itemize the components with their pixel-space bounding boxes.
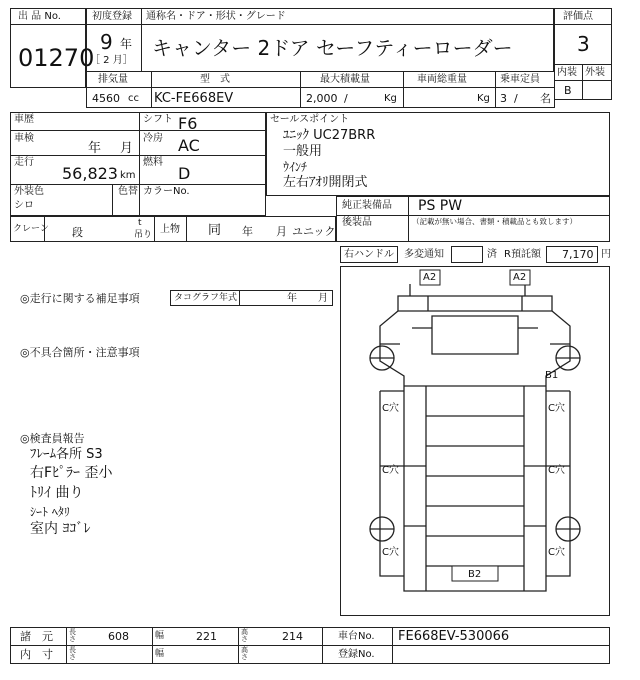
width-value: 221 [196, 630, 217, 643]
mileage-confirm-label: 済 [487, 249, 497, 260]
inspection-label: 車検 [14, 133, 34, 144]
inspection-year-unit: 年 [88, 141, 102, 156]
slash-1: / [344, 92, 348, 105]
damage-mark: C穴 [548, 465, 565, 476]
displacement-label: 排気量 [98, 74, 128, 85]
dims-row [10, 627, 610, 646]
aftermarket-note: （記載が無い場合、書類・積載品とも致します） [412, 217, 577, 226]
lot-label: 出 品 No. [18, 11, 61, 22]
score-value: 3 [577, 32, 590, 56]
genuine-equip-label: 純正装備品 [342, 200, 392, 211]
reg-month: ［ 2 月］ [90, 55, 133, 66]
damage-mark: A2 [513, 272, 527, 283]
col-divider [154, 216, 155, 242]
max-load-value: 2,000 [306, 92, 338, 105]
row-divider [10, 130, 266, 131]
lift-label: 上物 [160, 224, 180, 235]
sales-point-line: 一般用 [283, 144, 323, 159]
lift-value: 同 [208, 223, 222, 238]
sales-point-line: ﾕﾆｯｸ UC27BRR [283, 128, 376, 143]
shift-label: シフト [143, 114, 173, 125]
fuel-value: D [178, 164, 191, 183]
model-code-value: KC-FE668EV [154, 91, 234, 106]
col-divider [392, 627, 393, 664]
interior-label: 内装 [557, 67, 577, 78]
inspector-line: 室内 ﾖｺﾞﾚ [30, 521, 91, 537]
col-divider [66, 627, 67, 664]
displacement-unit: cc [128, 93, 139, 104]
multi-notice-label: 多変通知 [404, 249, 444, 260]
slash-2: / [514, 92, 518, 105]
damage-mark: C穴 [548, 403, 565, 414]
truck-diagram [340, 266, 610, 616]
in-length-label: 長さ [69, 646, 76, 661]
history-label: 車歴 [14, 114, 34, 125]
first-reg-label: 初度登録 [92, 11, 132, 22]
tachograph-year-unit: 年 [287, 293, 297, 304]
damage-mark: C穴 [382, 465, 399, 476]
lift-maker: ユニック [292, 225, 336, 238]
row-divider [10, 155, 266, 156]
model-label: 通称名・ドア・形状・グレード [146, 11, 286, 22]
sales-point-line: ｳｲﾝﾁ [283, 160, 308, 174]
col-divider [186, 216, 187, 242]
crane-label: クレーン [13, 224, 49, 234]
dims-label: 諸 元 [20, 630, 53, 643]
capacity-unit: 名 [540, 92, 551, 105]
genuine-equip-value: PS PW [418, 198, 463, 214]
length-label: 長さ [69, 628, 76, 643]
row-divider [10, 184, 266, 185]
sales-point-line: 左右ｱｵﾘ開閉式 [283, 175, 368, 190]
inspection-month-unit: 月 [120, 141, 134, 156]
gross-unit: Kg [477, 93, 490, 104]
model-code-label: 型 式 [200, 74, 230, 85]
gross-weight-label: 車両総重量 [417, 74, 467, 85]
length-value: 608 [108, 630, 129, 643]
capacity-label: 乗車定員 [500, 74, 540, 85]
ac-label: 冷房 [143, 133, 163, 144]
tachograph-month-unit: 月 [318, 293, 328, 304]
col-divider [139, 112, 140, 216]
damage-mark: B1 [545, 370, 559, 381]
in-height-label: 高さ [241, 646, 248, 661]
col-divider [238, 627, 239, 664]
width-label: 幅 [155, 631, 165, 641]
height-label: 高さ [241, 628, 248, 643]
reg-year: 9 [100, 30, 113, 54]
lift-year-unit: 年 [242, 225, 253, 238]
crane-stage-unit: 段 [72, 226, 83, 239]
interior-dims-row [10, 645, 610, 664]
r-deposit-value: 7,170 [562, 248, 594, 261]
inspector-line: ﾄﾘｲ 曲り [30, 485, 84, 501]
ext-color-value: シロ [14, 200, 34, 211]
mileage-value: 56,823 [62, 164, 118, 183]
details-block [10, 112, 266, 216]
reg-no-label: 登録No. [338, 649, 375, 660]
multi-notice-box [451, 246, 483, 263]
exterior-label: 外装 [585, 67, 605, 78]
chassis-label: 車台No. [338, 631, 375, 642]
damage-mark: C穴 [382, 403, 399, 414]
r-deposit-label: R預託額 [504, 249, 541, 260]
mileage-unit: km [120, 170, 136, 181]
damage-mark: C穴 [548, 547, 565, 558]
col-divider [152, 627, 153, 664]
inspector-line: ﾌﾚｰﾑ各所 S3 [30, 447, 103, 462]
lift-month-unit: 月 [276, 225, 287, 238]
score-label: 評価点 [563, 11, 593, 22]
aftermarket-label: 後装品 [342, 217, 372, 228]
color-no-label: カラーNo. [143, 186, 190, 197]
col-divider [112, 184, 113, 216]
r-deposit-unit: 円 [601, 249, 611, 260]
right-hand-label: 右ハンドル [344, 249, 394, 260]
damage-mark: B2 [468, 569, 482, 580]
interior-value: B [564, 84, 572, 97]
damage-mark: C穴 [382, 547, 399, 558]
lot-number: 01270 [18, 44, 95, 72]
in-width-label: 幅 [155, 649, 165, 659]
capacity-value: 3 [500, 92, 507, 105]
inspector-line: ｼｰﾄ ﾍﾀﾘ [30, 505, 70, 519]
crane-hang-unit: 吊り [134, 230, 153, 240]
col-divider [322, 627, 323, 664]
max-load-unit: Kg [384, 93, 397, 104]
inspector-line: 右Fﾋﾟﾗｰ 歪小 [30, 465, 113, 481]
defects-label: ◎不具合箇所・注意事項 [20, 346, 140, 359]
reg-year-unit: 年 [120, 37, 133, 51]
ac-value: AC [178, 136, 200, 155]
fuel-label: 燃料 [143, 157, 163, 168]
displacement-value: 4560 [92, 92, 120, 105]
max-load-label: 最大積載量 [320, 74, 370, 85]
car-name: キャンター 2ドア セーフティーローダー [152, 36, 513, 60]
ext-color-label: 外装色 [14, 186, 44, 197]
inspector-report-label: ◎検査員報告 [20, 432, 85, 445]
shift-value: F6 [178, 114, 198, 133]
color-change-label: 色替 [118, 186, 138, 197]
sales-points-label: セールスポイント [270, 114, 350, 125]
mileage-label: 走行 [14, 157, 34, 168]
damage-mark: A2 [423, 272, 437, 283]
tachograph-label: タコグラフ年式 [174, 293, 238, 303]
driving-notes-label: ◎走行に関する補足事項 [20, 292, 140, 305]
interior-dims-label: 内 寸 [20, 648, 53, 661]
height-value: 214 [282, 630, 303, 643]
chassis-value: FE668EV-530066 [398, 629, 510, 644]
exterior-value-cell [582, 80, 612, 100]
crane-t-unit: t [138, 218, 142, 228]
